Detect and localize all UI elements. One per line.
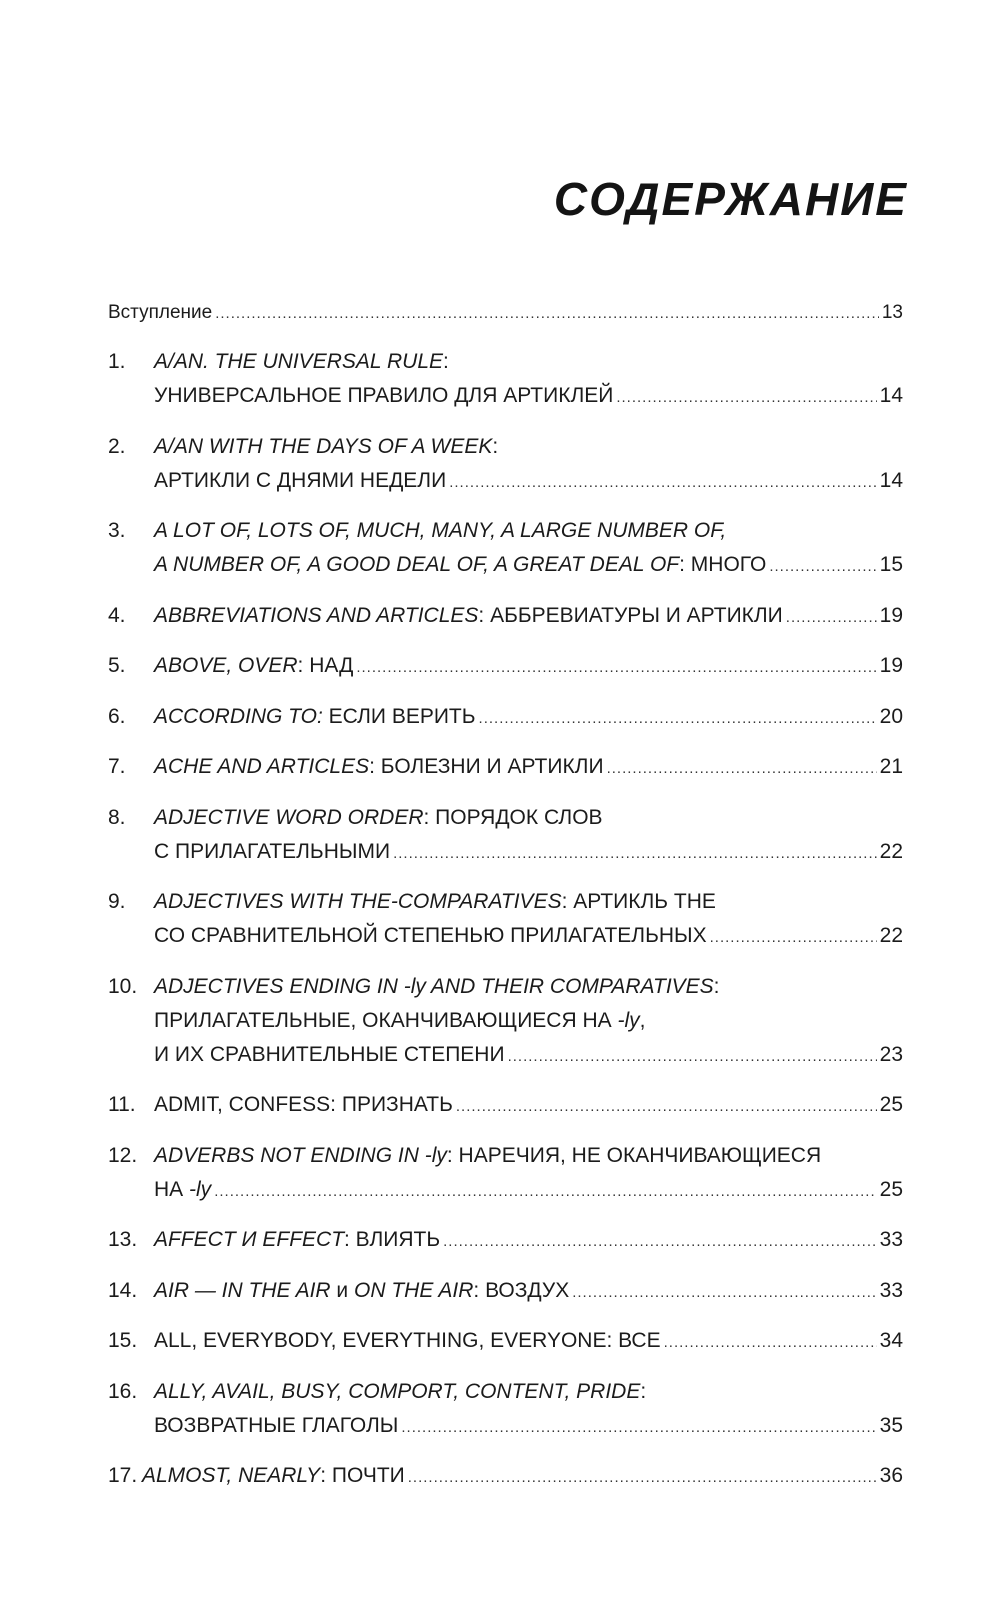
toc-entry-number: 7. <box>108 755 126 778</box>
table-of-contents <box>108 296 903 1510</box>
toc-entry-text <box>154 750 604 784</box>
toc-entry[interactable] <box>108 1274 903 1308</box>
text-segment: : ВЛИЯТЬ <box>344 1228 441 1251</box>
toc-entry[interactable] <box>108 1375 903 1443</box>
english-term: ON THE AIR <box>354 1278 474 1302</box>
toc-entry-text <box>154 548 766 582</box>
toc-entry-text <box>154 649 353 683</box>
toc-entry[interactable] <box>108 1139 903 1207</box>
dot-leader <box>449 466 876 500</box>
english-term: ACHE AND ARTICLES <box>154 755 370 778</box>
dot-leader <box>508 1040 877 1074</box>
toc-entry-label: Вступление <box>108 302 213 323</box>
toc-entry-text <box>154 1223 440 1257</box>
dot-leader <box>401 1411 876 1445</box>
english-term: ADJECTIVES WITH THE-COMPARATIVES <box>154 890 562 913</box>
toc-entry-text <box>154 1088 453 1122</box>
toc-page-number: 35 <box>879 1413 903 1437</box>
toc-page-number: 33 <box>879 1278 903 1302</box>
text-segment: : ВОЗДУХ <box>473 1278 570 1302</box>
english-term: A NUMBER OF, A GOOD DEAL OF, A GREAT DEAL OF <box>154 553 680 576</box>
toc-entry-number: 15. <box>108 1329 138 1352</box>
toc-page-number: 13 <box>881 302 903 323</box>
text-segment: ВОЗВРАТНЫЕ ГЛАГОЛЫ <box>154 1413 399 1437</box>
text-segment: и <box>336 1278 354 1302</box>
toc-entry-number: 10. <box>108 974 138 998</box>
toc-entry-text <box>154 464 446 498</box>
toc-entry-number: 2. <box>108 434 126 458</box>
toc-entry-number: 14. <box>108 1278 138 1302</box>
text-segment: ПРИЛАГАТЕЛЬНЫЕ, ОКАНЧИВАЮЩИЕСЯ НА <box>154 1008 618 1032</box>
toc-entry-text <box>154 806 603 829</box>
dot-leader <box>572 1276 876 1310</box>
dot-leader <box>215 297 879 331</box>
english-term: ALMOST, NEARLY <box>142 1464 321 1487</box>
dot-leader <box>356 651 876 685</box>
text-segment: : АРТИКЛЬ THE <box>561 890 716 913</box>
toc-page-number: 14 <box>879 384 903 407</box>
english-term: -ly <box>189 1177 212 1201</box>
dot-leader <box>456 1090 877 1124</box>
toc-page-number: 36 <box>879 1464 903 1487</box>
text-segment: СО СРАВНИТЕЛЬНОЙ СТЕПЕНЬЮ ПРИЛАГАТЕЛЬНЫХ <box>154 924 707 947</box>
toc-entry-text <box>154 519 726 542</box>
toc-entry-text <box>154 1173 211 1207</box>
toc-entry-text <box>154 350 449 373</box>
text-segment: : БОЛЕЗНИ И АРТИКЛИ <box>369 755 604 778</box>
dot-leader <box>214 1175 876 1209</box>
toc-entry[interactable] <box>108 1088 903 1122</box>
english-term: AIR — IN THE AIR <box>154 1278 337 1302</box>
text-segment: С ПРИЛАГАТЕЛЬНЫМИ <box>154 839 391 863</box>
english-term: ACCORDING TO: <box>154 704 323 728</box>
text-segment: : ПОЧТИ <box>320 1464 405 1487</box>
english-term: A/AN WITH THE DAYS OF A WEEK <box>154 434 493 458</box>
english-term: A LOT OF, LOTS OF, MUCH, MANY, A LARGE NUMBER OF, <box>154 519 727 542</box>
dot-leader <box>443 1225 877 1259</box>
toc-page-number: 25 <box>879 1093 903 1116</box>
toc-entry-number: 4. <box>108 603 126 627</box>
toc-page-number: 19 <box>879 603 903 627</box>
toc-entry[interactable] <box>108 345 903 413</box>
text-segment: УНИВЕРСАЛЬНОЕ ПРАВИЛО ДЛЯ АРТИКЛЕЙ <box>154 384 614 407</box>
dot-leader <box>786 601 877 635</box>
toc-page-number: 25 <box>879 1177 903 1201</box>
toc-page-number: 22 <box>879 924 903 947</box>
toc-page-number: 34 <box>879 1329 903 1352</box>
toc-entry-number: 5. <box>108 654 126 677</box>
toc-page-number: 23 <box>879 1042 903 1066</box>
toc-entry[interactable] <box>108 599 903 633</box>
toc-entry-number: 13. <box>108 1228 138 1251</box>
english-term: ADJECTIVES ENDING IN -ly AND THEIR COMPARATIVES <box>154 974 714 998</box>
toc-page-number: 33 <box>879 1228 903 1251</box>
text-segment: : <box>640 1379 647 1403</box>
toc-entry-text <box>154 599 783 633</box>
toc-entry-text <box>154 890 716 913</box>
toc-entry-text <box>154 919 707 953</box>
toc-entry[interactable] <box>108 700 903 734</box>
toc-entry-text <box>142 1459 405 1493</box>
toc-entry-number: 6. <box>108 704 126 728</box>
toc-entry-number: 9. <box>108 890 126 913</box>
toc-page-number: 14 <box>879 468 903 492</box>
text-segment: АРТИКЛИ С ДНЯМИ НЕДЕЛИ <box>154 468 447 492</box>
text-segment: : НАРЕЧИЯ, НЕ ОКАНЧИВАЮЩИЕСЯ <box>446 1143 822 1167</box>
page-title: СОДЕРЖАНИЕ <box>553 173 908 225</box>
toc-entry[interactable] <box>108 430 903 498</box>
text-segment: : МНОГО <box>679 553 767 576</box>
toc-entry[interactable] <box>108 1459 903 1493</box>
toc-entry-text <box>154 835 390 869</box>
toc-entry-number: 17. <box>108 1464 138 1487</box>
toc-entry-number: 8. <box>108 805 126 829</box>
dot-leader <box>710 921 877 955</box>
text-segment: : <box>443 350 449 373</box>
toc-entry-number: 11. <box>108 1093 136 1116</box>
toc-entry-text <box>154 700 476 734</box>
text-segment: : НАД <box>297 654 354 677</box>
dot-leader <box>664 1326 877 1360</box>
dot-leader <box>408 1461 877 1495</box>
english-term: AFFECT И EFFECT <box>154 1228 345 1251</box>
toc-entry-number: 3. <box>108 519 126 542</box>
dot-leader <box>479 702 877 736</box>
toc-entry-text <box>154 1324 661 1358</box>
toc-entry-intro[interactable] <box>108 296 903 330</box>
toc-entry[interactable] <box>108 750 903 784</box>
english-term: A/AN. THE UNIVERSAL RULE <box>154 350 444 373</box>
toc-entry-text <box>154 1380 646 1403</box>
text-segment: НА <box>154 1177 190 1201</box>
toc-entry-number: 16. <box>108 1379 138 1403</box>
toc-entry-text <box>154 1009 645 1032</box>
toc-page-number: 21 <box>879 755 903 778</box>
text-segment: : <box>492 434 499 458</box>
english-term: ALLY, AVAIL, BUSY, COMPORT, CONTENT, PRIDE <box>154 1379 641 1403</box>
text-segment: ADMIT, CONFESS: ПРИЗНАТЬ <box>154 1093 453 1116</box>
toc-entry[interactable] <box>108 1324 903 1358</box>
toc-entry[interactable] <box>108 801 903 869</box>
toc-page-number: 22 <box>879 839 903 863</box>
dot-leader <box>769 550 876 584</box>
toc-entry-text <box>154 1038 505 1072</box>
english-term: ADJECTIVE WORD ORDER <box>154 805 424 829</box>
english-term: ABOVE, OVER <box>154 654 298 677</box>
text-segment: , <box>639 1008 646 1032</box>
english-term: ADVERBS NOT ENDING IN -ly <box>154 1143 447 1167</box>
toc-entry[interactable] <box>108 1223 903 1257</box>
text-segment: : ПОРЯДОК СЛОВ <box>423 805 603 829</box>
toc-entry[interactable] <box>108 970 903 1072</box>
text-segment: ЕСЛИ ВЕРИТЬ <box>322 704 476 728</box>
toc-entry-number: 12. <box>108 1143 138 1167</box>
toc-entry[interactable] <box>108 514 903 582</box>
english-term: ABBREVIATIONS AND ARTICLES <box>154 603 479 627</box>
text-segment: : <box>713 974 720 998</box>
toc-entry[interactable] <box>108 649 903 683</box>
toc-entry[interactable] <box>108 885 903 953</box>
dot-leader <box>616 381 876 415</box>
toc-page-number: 15 <box>879 553 903 576</box>
toc-page-number: 19 <box>879 654 903 677</box>
toc-entry-text <box>154 1274 569 1308</box>
english-term: -ly <box>617 1008 640 1032</box>
text-segment: ALL, EVERYBODY, EVERYTHING, EVERYONE: ВСЕ <box>154 1329 661 1352</box>
toc-entry-text <box>154 1409 398 1443</box>
dot-leader <box>393 837 877 871</box>
dot-leader <box>607 752 877 786</box>
text-segment: : АББРЕВИАТУРЫ И АРТИКЛИ <box>478 603 783 627</box>
toc-page-number: 20 <box>879 704 903 728</box>
toc-entry-text <box>154 435 498 458</box>
toc-entry-text <box>154 379 613 413</box>
toc-entry-text <box>154 1144 821 1167</box>
toc-entry-text <box>154 975 720 998</box>
text-segment: И ИХ СРАВНИТЕЛЬНЫЕ СТЕПЕНИ <box>154 1042 505 1066</box>
toc-entry-number: 1. <box>108 350 126 373</box>
